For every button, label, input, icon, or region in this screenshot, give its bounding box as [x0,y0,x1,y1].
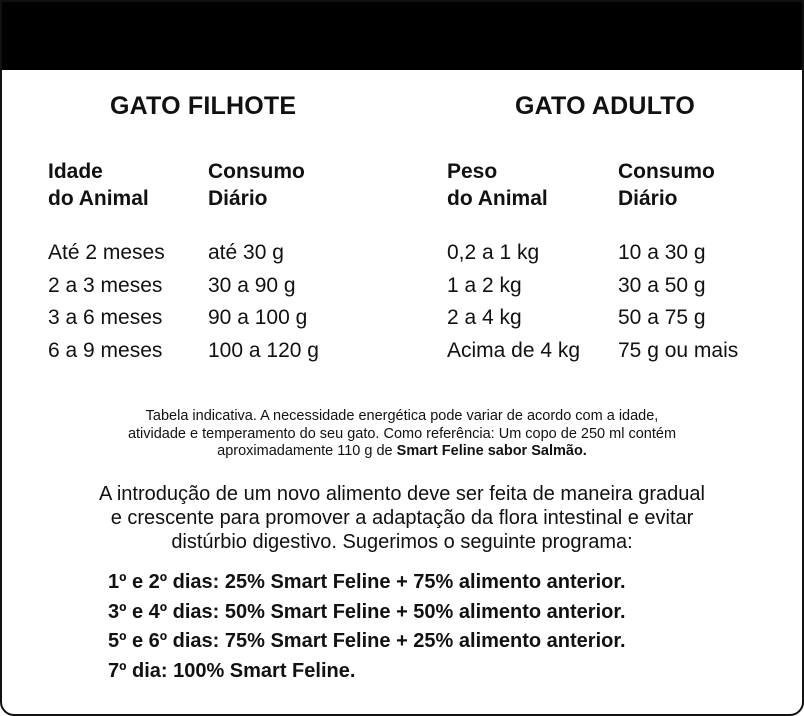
program-step: 7º dia: 100% Smart Feline. [108,659,356,682]
table-cell: 1 a 2 kg [447,273,522,297]
table-cell: 100 a 120 g [208,338,319,362]
column-header: Idade do Animal [48,160,149,210]
table-cell: 3 a 6 meses [48,306,163,329]
kitten-consumption-column [208,158,319,367]
column-header: Consumo Diário [208,160,305,210]
table-cell: até 30 g [208,241,284,264]
table-cell: 75 g ou mais [618,338,739,362]
table-cell: Até 2 meses [48,241,165,264]
table-cell: 30 a 50 g [618,273,706,297]
table-cell: 50 a 75 g [618,306,706,329]
table-cell: Acima de 4 kg [447,338,581,362]
program-step: 3º e 4º dias: 50% Smart Feline + 50% alimento anterior. [108,600,626,623]
transition-program-list [108,568,626,686]
table-cell: 90 a 100 g [208,306,308,329]
column-header: Consumo Diário [618,160,715,210]
program-step: 1º e 2º dias: 25% Smart Feline + 75% alimento anterior. [108,571,626,593]
table-cell: 30 a 90 g [208,273,296,297]
table-cell: 0,2 a 1 kg [447,241,540,264]
table-cell: 10 a 30 g [618,241,706,264]
product-name: Smart Feline sabor Salmão. [396,443,587,459]
column-header: Peso do Animal [447,160,548,210]
top-black-bar [2,2,802,70]
indicative-table-note: Tabela indicativa. A necessidade energética pode variar de acordo com a idade, atividade e temperamento do seu gato. Como referência: Um copo de 250 ml contém aproximadamente 110 g de Smart Feline sabor Salmão. [127,408,677,459]
table-cell: 2 a 3 meses [48,273,163,297]
transition-intro-text: A introdução de um novo alimento deve ser feita de maneira gradual e crescente para promover a adaptação da flora intestinal e evitar distúrbio digestivo. Sugerimos o seguinte programa: [99,483,705,553]
adult-consumption-column [618,158,738,367]
kitten-age-column [48,158,165,367]
program-step: 5º e 6º dias: 75% Smart Feline + 25% alimento anterior. [108,630,626,652]
kitten-section-title: GATO FILHOTE [110,92,297,120]
adult-section-title: GATO ADULTO [515,92,695,120]
table-cell: 2 a 4 kg [447,306,522,329]
adult-weight-column [447,158,580,367]
table-cell: 6 a 9 meses [48,338,163,362]
